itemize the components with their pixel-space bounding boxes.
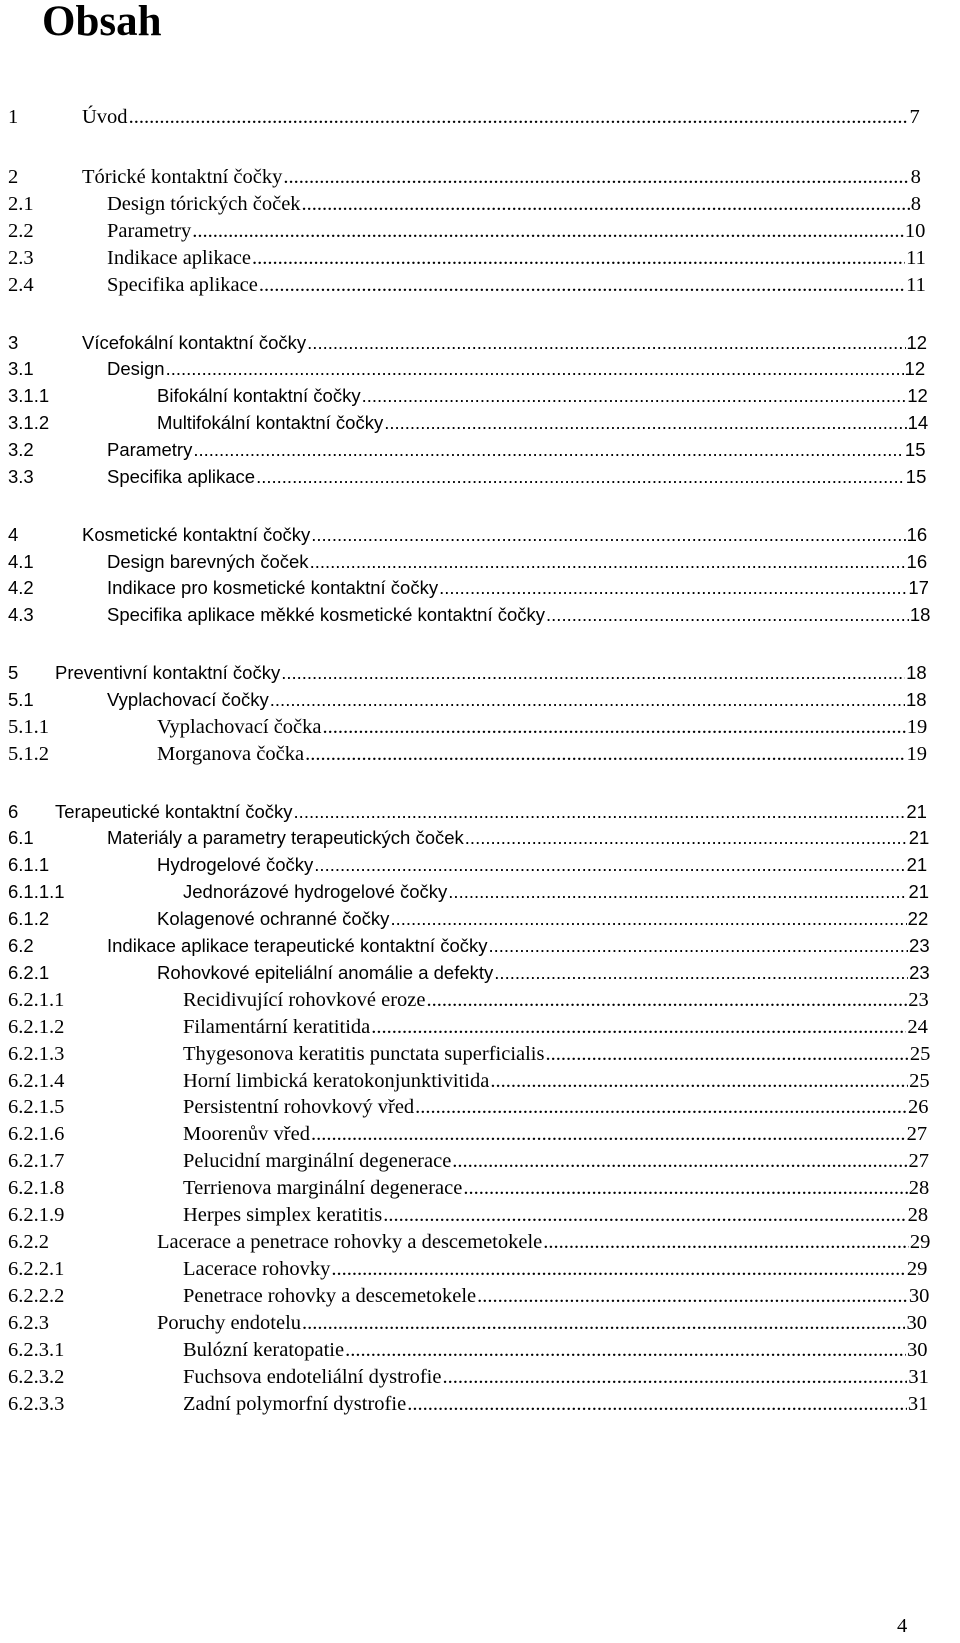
toc-entry-page: 30 (906, 1312, 927, 1334)
toc-entry-label: Kosmetické kontaktní čočky (82, 524, 311, 545)
toc-entry-label: Materiály a parametry terapeutických čoček (107, 827, 464, 848)
toc-entry[interactable] (0, 799, 960, 825)
toc-entry[interactable] (0, 1256, 960, 1282)
page-title: Obsah (42, 0, 162, 45)
toc-dot-leader (259, 272, 905, 298)
toc-dot-leader (442, 1364, 907, 1390)
toc-dot-leader (311, 1121, 906, 1147)
toc-dot-leader (281, 660, 905, 686)
toc-entry-number: 6.2.1.3 (8, 1043, 65, 1065)
toc-entry-number: 4.1 (8, 551, 34, 572)
toc-entry[interactable] (0, 933, 960, 959)
toc-dot-leader (384, 410, 906, 436)
toc-entry[interactable] (0, 191, 960, 217)
toc-dot-leader (129, 104, 909, 130)
toc-entry-page: 15 (905, 466, 927, 487)
toc-dot-leader (294, 799, 906, 825)
toc-dot-leader (448, 879, 907, 905)
toc-dot-leader (489, 933, 909, 959)
toc-entry[interactable] (0, 852, 960, 878)
toc-entry-number: 6.2.1.5 (8, 1096, 65, 1118)
toc-entry[interactable] (0, 1202, 960, 1228)
toc-entry[interactable] (0, 660, 960, 686)
toc-dot-leader (166, 356, 904, 382)
toc-entry-number: 6.1 (8, 827, 34, 848)
toc-entry[interactable] (0, 1041, 960, 1067)
toc-entry-label: Indikace pro kosmetické kontaktní čočky (107, 577, 439, 598)
toc-entry-number: 3.1.1 (8, 385, 50, 406)
toc-entry[interactable] (0, 437, 960, 463)
toc-entry[interactable] (0, 1364, 960, 1390)
toc-entry-label: Preventivní kontaktní čočky (55, 662, 281, 683)
toc-entry[interactable] (0, 218, 960, 244)
toc-entry-number: 6.2 (8, 935, 34, 956)
toc-entry[interactable] (0, 464, 960, 490)
toc-entry-number: 5.1 (8, 689, 34, 710)
toc-entry[interactable] (0, 960, 960, 986)
toc-entry-page: 27 (906, 1123, 928, 1145)
toc-dot-leader (256, 464, 905, 490)
toc-dot-leader (362, 383, 907, 409)
toc-entry-page: 31 (908, 1366, 929, 1388)
toc-entry-number: 3 (8, 332, 19, 353)
toc-entry-page: 21 (906, 801, 927, 822)
toc-entry[interactable] (0, 1337, 960, 1363)
toc-entry-page: 23 (909, 935, 930, 956)
toc-entry[interactable] (0, 356, 960, 382)
toc-entry-label: Parametry (107, 439, 193, 460)
toc-entry-number: 6.2.3.2 (8, 1366, 65, 1388)
toc-entry-number: 5.1.2 (8, 743, 49, 765)
toc-dot-leader (383, 1202, 906, 1228)
toc-entry-number: 4 (8, 524, 19, 545)
toc-entry-number: 6.2.1.9 (8, 1204, 65, 1226)
toc-entry-label: Hydrogelové čočky (157, 854, 314, 875)
toc-entry-number: 6.2.2.1 (8, 1258, 65, 1280)
toc-entry-page: 30 (907, 1339, 928, 1361)
toc-entry-label: Moorenův vřed (183, 1123, 310, 1145)
toc-entry[interactable] (0, 522, 960, 548)
toc-entry-number: 5 (8, 662, 19, 683)
toc-entry-page: 23 (909, 962, 930, 983)
toc-entry-number: 6 (8, 801, 19, 822)
toc-entry-label: Penetrace rohovky a descemetokele (183, 1285, 477, 1307)
toc-entry[interactable] (0, 687, 960, 713)
toc-entry-number: 5.1.1 (8, 716, 49, 738)
toc-entry-label: Bulózní keratopatie (183, 1339, 345, 1361)
toc-entry-page: 14 (907, 412, 929, 433)
toc-entry-label: Poruchy endotelu (157, 1312, 302, 1334)
toc-dot-leader (270, 687, 905, 713)
toc-entry-number: 2.4 (8, 274, 34, 296)
toc-dot-leader (494, 960, 908, 986)
toc-entry[interactable] (0, 1148, 960, 1174)
toc-dot-leader (407, 1391, 907, 1417)
toc-entry-number: 6.2.1.4 (8, 1070, 65, 1092)
toc-entry-label: Design tórických čoček (107, 193, 301, 215)
toc-dot-leader (427, 987, 908, 1013)
toc-entry-number: 3.2 (8, 439, 34, 460)
toc-entry[interactable] (0, 602, 960, 628)
toc-entry-label: Jednorázové hydrogelové čočky (183, 881, 448, 902)
toc-dot-leader (439, 575, 907, 601)
toc-entry-page: 8 (910, 166, 921, 188)
toc-entry-label: Persistentní rohovkový vřed (183, 1096, 415, 1118)
toc-entry-page: 18 (906, 662, 927, 683)
toc-entry-number: 2.1 (8, 193, 34, 215)
toc-dot-leader (345, 1337, 906, 1363)
toc-entry[interactable] (0, 549, 960, 575)
toc-dot-leader (314, 852, 905, 878)
toc-entry[interactable] (0, 825, 960, 851)
toc-dot-leader (390, 906, 906, 932)
toc-entry[interactable] (0, 164, 960, 190)
toc-entry-label: Bifokální kontaktní čočky (157, 385, 361, 406)
toc-entry-label: Lacerace rohovky (183, 1258, 331, 1280)
toc-dot-leader (490, 1068, 908, 1094)
toc-entry-label: Úvod (82, 106, 128, 128)
toc-entry-number: 6.2.1.6 (8, 1123, 65, 1145)
toc-entry-label: Herpes simplex keratitis (183, 1204, 383, 1226)
toc-entry-label: Design barevných čoček (107, 551, 309, 572)
toc-entry-label: Design (107, 358, 165, 379)
toc-entry-label: Morganova čočka (157, 743, 305, 765)
toc-entry-number: 6.2.1.7 (8, 1150, 65, 1172)
toc-entry-number: 3.1.2 (8, 412, 50, 433)
page-number: 4 (897, 1615, 908, 1637)
toc-entry-label: Parametry (107, 220, 192, 242)
toc-entry-page: 24 (907, 1016, 928, 1038)
toc-entry-number: 3.3 (8, 466, 34, 487)
toc-dot-leader (283, 164, 909, 190)
toc-entry[interactable] (0, 1068, 960, 1094)
toc-entry[interactable] (0, 1121, 960, 1147)
toc-entry[interactable] (0, 330, 960, 356)
toc-entry-label: Rohovkové epiteliální anomálie a defekty (157, 962, 494, 983)
toc-entry-page: 21 (908, 827, 930, 848)
toc-dot-leader (477, 1283, 908, 1309)
toc-entry-page: 15 (904, 439, 926, 460)
toc-entry-page: 28 (907, 1204, 929, 1226)
toc-entry-label: Zadní polymorfní dystrofie (183, 1393, 407, 1415)
toc-entry-page: 22 (907, 908, 929, 929)
toc-entry-number: 6.1.1.1 (8, 881, 65, 902)
toc-entry-page: 21 (908, 881, 930, 902)
toc-entry-label: Multifokální kontaktní čočky (157, 412, 384, 433)
toc-entry-page: 18 (909, 604, 931, 625)
toc-entry[interactable] (0, 1391, 960, 1417)
toc-entry[interactable] (0, 410, 960, 436)
toc-entry-page: 12 (906, 332, 928, 353)
toc-entry-label: Vyplachovací čočka (157, 716, 322, 738)
toc-entry[interactable] (0, 1094, 960, 1120)
toc-entry-label: Lacerace a penetrace rohovky a descemetokele (157, 1231, 543, 1253)
toc-dot-leader (302, 191, 910, 217)
toc-entry-label: Terrienova marginální degenerace (183, 1177, 463, 1199)
toc-dot-leader (463, 1175, 907, 1201)
toc-entry-label: Specifika aplikace měkké kosmetické kontaktní čočky (107, 604, 546, 625)
toc-dot-leader (192, 218, 904, 244)
toc-entry-page: 25 (909, 1043, 931, 1065)
toc-entry-page: 30 (908, 1285, 930, 1307)
toc-entry-number: 6.2.2 (8, 1231, 49, 1253)
toc-entry-page: 26 (908, 1096, 929, 1118)
toc-entry-number: 6.2.3.3 (8, 1393, 65, 1415)
toc-entry[interactable] (0, 245, 960, 271)
toc-entry-number: 1 (8, 106, 19, 128)
toc-entry-label: Terapeutické kontaktní čočky (55, 801, 293, 822)
toc-entry[interactable] (0, 575, 960, 601)
toc-dot-leader (193, 437, 904, 463)
toc-dot-leader (305, 741, 905, 767)
toc-entry-label: Fuchsova endoteliální dystrofie (183, 1366, 442, 1388)
toc-entry[interactable] (0, 1310, 960, 1336)
toc-entry-number: 4.3 (8, 604, 34, 625)
toc-entry-page: 10 (904, 220, 926, 242)
toc-entry-page: 11 (906, 274, 926, 296)
toc-entry[interactable] (0, 1283, 960, 1309)
toc-dot-leader (543, 1229, 909, 1255)
toc-entry-page: 18 (905, 689, 927, 710)
toc-entry-label: Vyplachovací čočky (107, 689, 269, 710)
toc-dot-leader (465, 825, 908, 851)
toc-entry[interactable] (0, 714, 960, 740)
toc-entry-number: 6.2.1.2 (8, 1016, 65, 1038)
toc-entry-page: 21 (906, 854, 928, 875)
toc-entry-page: 7 (909, 106, 920, 128)
toc-entry-page: 28 (908, 1177, 930, 1199)
toc-entry[interactable] (0, 104, 960, 130)
toc-entry-page: 8 (910, 193, 921, 215)
toc-entry-label: Specifika aplikace (107, 274, 258, 296)
toc-dot-leader (546, 602, 909, 628)
toc-entry-label: Vícefokální kontaktní čočky (82, 332, 307, 353)
toc-dot-leader (311, 522, 905, 548)
toc-entry-number: 2.2 (8, 220, 34, 242)
toc-entry-page: 12 (904, 358, 926, 379)
toc-entry-number: 2 (8, 166, 19, 188)
toc-entry-number: 3.1 (8, 358, 34, 379)
toc-dot-leader (302, 1310, 905, 1336)
toc-entry-page: 11 (906, 247, 926, 269)
toc-dot-leader (545, 1041, 908, 1067)
toc-entry[interactable] (0, 741, 960, 767)
toc-entry-page: 16 (906, 524, 928, 545)
toc-entry[interactable] (0, 987, 960, 1013)
toc-entry-page: 19 (906, 716, 928, 738)
toc-entry-number: 2.3 (8, 247, 34, 269)
toc-dot-leader (307, 330, 905, 356)
toc-entry-label: Kolagenové ochranné čočky (157, 908, 390, 929)
toc-entry-label: Tórické kontaktní čočky (82, 166, 283, 188)
toc-entry-page: 23 (908, 989, 929, 1011)
toc-entry-page: 31 (907, 1393, 929, 1415)
toc-dot-leader (415, 1094, 907, 1120)
toc-entry-label: Filamentární keratitida (183, 1016, 371, 1038)
toc-dot-leader (252, 245, 905, 271)
toc-dot-leader (323, 714, 906, 740)
toc-entry-number: 6.1.2 (8, 908, 50, 929)
toc-dot-leader (452, 1148, 907, 1174)
toc-entry-page: 19 (906, 743, 927, 765)
toc-entry[interactable] (0, 879, 960, 905)
toc-entry[interactable] (0, 1175, 960, 1201)
toc-dot-leader (310, 549, 906, 575)
toc-entry-label: Thygesonova keratitis punctata superficialis (183, 1043, 545, 1065)
toc-entry-number: 6.1.1 (8, 854, 50, 875)
toc-entry-label: Indikace aplikace terapeutické kontaktní čočky (107, 935, 488, 956)
toc-entry[interactable] (0, 1229, 960, 1255)
toc-entry-page: 16 (906, 551, 928, 572)
toc-entry-number: 6.2.1.8 (8, 1177, 65, 1199)
toc-entry-label: Specifika aplikace (107, 466, 256, 487)
toc-entry[interactable] (0, 383, 960, 409)
toc-entry[interactable] (0, 906, 960, 932)
toc-entry-page: 25 (909, 1070, 930, 1092)
toc-entry-page: 27 (908, 1150, 930, 1172)
toc-entry[interactable] (0, 1014, 960, 1040)
toc-entry-label: Pelucidní marginální degenerace (183, 1150, 452, 1172)
toc-dot-leader (371, 1014, 906, 1040)
toc-entry-label: Indikace aplikace (107, 247, 251, 269)
toc-entry-number: 6.2.3.1 (8, 1339, 65, 1361)
toc-entry-number: 6.2.2.2 (8, 1285, 65, 1307)
toc-entry-number: 6.2.1 (8, 962, 50, 983)
toc-entry-number: 6.2.3 (8, 1312, 49, 1334)
toc-entry-label: Recidivující rohovkové eroze (183, 989, 426, 1011)
toc-entry-page: 17 (908, 577, 929, 598)
toc-entry-number: 4.2 (8, 577, 34, 598)
toc-dot-leader (331, 1256, 905, 1282)
toc-entry-page: 12 (907, 385, 928, 406)
toc-entry-number: 6.2.1.1 (8, 989, 65, 1011)
toc-entry-label: Horní limbická keratokonjunktivitida (183, 1070, 490, 1092)
toc-entry[interactable] (0, 272, 960, 298)
toc-entry-page: 29 (909, 1231, 931, 1253)
toc-entry-page: 29 (906, 1258, 928, 1280)
